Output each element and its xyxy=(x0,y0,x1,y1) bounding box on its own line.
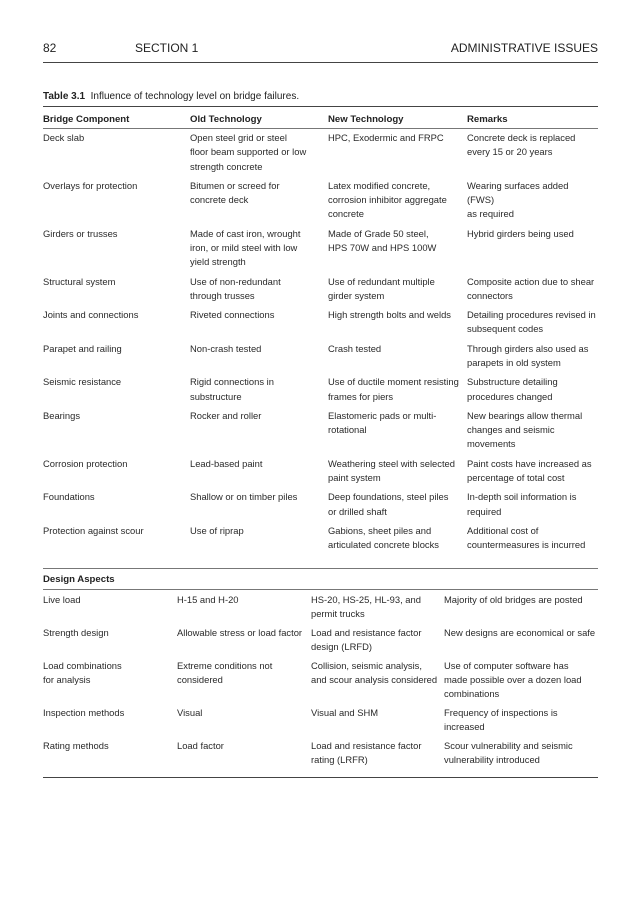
component-component-text: Corrosion protection xyxy=(43,457,128,469)
component-component-text: Bearings xyxy=(43,409,81,421)
design-old-cell xyxy=(177,659,311,706)
design-new-cell xyxy=(311,739,444,772)
component-component-text: Foundations xyxy=(43,491,95,503)
component-new-text: High strength bolts and welds xyxy=(328,309,451,321)
component-remarks-text: Composite action due to shear connectors xyxy=(467,275,595,301)
design-new-cell xyxy=(311,659,444,706)
table-row xyxy=(43,659,598,706)
design-aspect-text: Live load xyxy=(43,594,81,605)
component-new-cell xyxy=(328,409,467,457)
design-aspect-cell xyxy=(43,739,177,772)
component-remarks-text: New bearings allow thermal changes and seismic movements xyxy=(467,409,583,450)
design-remarks-cell xyxy=(444,626,598,659)
table-header xyxy=(43,113,598,127)
table-row xyxy=(43,308,598,342)
component-old-cell xyxy=(190,409,328,457)
component-new-cell xyxy=(328,524,467,558)
component-old-cell xyxy=(190,375,328,409)
component-component-text: Girders or trusses xyxy=(43,227,118,239)
design-aspect-cell xyxy=(43,626,177,659)
component-new-text: Use of ductile moment resisting frames for piers xyxy=(328,376,459,402)
component-old-text: Shallow or on timber piles xyxy=(190,491,298,503)
design-remarks-cell xyxy=(444,659,598,706)
component-old-text: Use of non-redundant through trusses xyxy=(190,275,281,301)
component-old-cell xyxy=(190,227,328,275)
component-remarks-text: Substructure detailing procedures changed xyxy=(467,376,558,402)
component-component-cell xyxy=(43,375,190,409)
header-new-technology: New Technology xyxy=(328,114,404,125)
component-new-cell xyxy=(328,308,467,342)
design-remarks-text: Frequency of inspections is increased xyxy=(444,707,558,733)
component-old-cell xyxy=(190,457,328,491)
table-row xyxy=(43,626,598,659)
component-new-cell xyxy=(328,457,467,491)
design-old-text: Load factor xyxy=(177,740,224,752)
component-remarks-text: Wearing surfaces added (FWS) as required xyxy=(467,180,569,220)
design-old-cell xyxy=(177,626,311,659)
component-old-cell xyxy=(190,308,328,342)
component-new-text: Latex modified concrete, corrosion inhibitor aggregate concrete xyxy=(328,180,447,220)
component-new-text: Elastomeric pads or multi- rotational xyxy=(328,409,437,436)
design-aspects-title: Design Aspects xyxy=(43,574,115,585)
component-remarks-cell xyxy=(467,275,598,309)
component-remarks-text: Hybrid girders being used xyxy=(467,227,574,239)
design-aspect-text: Load combinations for analysis xyxy=(43,660,122,686)
design-old-cell xyxy=(177,593,311,626)
header-old-technology: Old Technology xyxy=(190,114,262,125)
component-remarks-text: Detailing procedures revised in subsequent codes xyxy=(467,309,596,335)
component-remarks-cell xyxy=(467,179,598,227)
design-old-text: H-15 and H-20 xyxy=(177,594,239,605)
component-old-text: Lead-based paint xyxy=(190,457,263,469)
component-remarks-cell xyxy=(467,308,598,342)
component-new-text: Gabions, sheet piles and articulated concrete blocks xyxy=(328,524,439,551)
table-row xyxy=(43,227,598,275)
section-divider-rule xyxy=(43,568,598,569)
design-remarks-cell xyxy=(444,739,598,772)
design-new-text: Load and resistance factor rating (LRFR) xyxy=(311,740,422,766)
component-component-cell xyxy=(43,179,190,227)
design-remarks-text: New designs are economical or safe xyxy=(444,627,596,638)
design-aspect-text: Inspection methods xyxy=(43,707,125,719)
table-caption-text: Influence of technology level on bridge failures. xyxy=(90,91,300,102)
table-caption-label: Table 3.1 xyxy=(43,91,86,102)
component-old-cell xyxy=(190,524,328,558)
component-old-text: Non-crash tested xyxy=(190,342,262,354)
component-component-cell xyxy=(43,227,190,275)
component-old-text: Rocker and roller xyxy=(190,409,262,421)
table-top-rule xyxy=(43,106,598,107)
design-old-cell xyxy=(177,706,311,739)
design-remarks-text: Use of computer software has made possible over a dozen load combinations xyxy=(444,660,582,700)
table-row xyxy=(43,179,598,227)
component-new-text: Crash tested xyxy=(328,342,382,354)
design-new-text: Visual and SHM xyxy=(311,707,379,719)
component-component-cell xyxy=(43,275,190,309)
design-new-text: HS-20, HS-25, HL-93, and permit trucks xyxy=(311,594,421,620)
component-old-cell xyxy=(190,275,328,309)
table-row xyxy=(43,593,598,626)
component-remarks-text: Additional cost of countermeasures is incurred xyxy=(467,524,586,551)
component-component-cell xyxy=(43,409,190,457)
table-row xyxy=(43,457,598,491)
design-old-text: Allowable stress or load factor xyxy=(177,627,303,638)
table-row xyxy=(43,342,598,376)
component-new-cell xyxy=(328,127,467,179)
component-remarks-text: Paint costs have increased as percentage of total cost xyxy=(467,457,592,483)
table-caption xyxy=(43,91,299,102)
component-old-cell xyxy=(190,127,328,179)
component-remarks-cell xyxy=(467,342,598,376)
design-old-text: Extreme conditions not considered xyxy=(177,660,273,686)
component-component-text: Deck slab xyxy=(43,132,85,144)
header-remarks: Remarks xyxy=(467,114,508,125)
component-new-cell xyxy=(328,275,467,309)
header-bridge-component: Bridge Component xyxy=(43,114,130,125)
component-component-text: Structural system xyxy=(43,275,116,287)
design-new-text: Collision, seismic analysis, and scour analysis considered xyxy=(311,660,438,686)
design-rows xyxy=(43,593,598,772)
component-remarks-text: Through girders also used as parapets in old system xyxy=(467,342,589,368)
component-new-cell xyxy=(328,227,467,275)
component-new-text: Deep foundations, steel piles or drilled shaft xyxy=(328,491,449,517)
chapter-label: ADMINISTRATIVE ISSUES xyxy=(450,41,598,55)
header-rule xyxy=(43,62,598,63)
component-remarks-text: In-depth soil information is required xyxy=(467,491,577,517)
component-old-text: Bitumen or screed for concrete deck xyxy=(190,180,280,206)
page-number: 82 xyxy=(43,41,57,55)
running-head xyxy=(43,41,598,57)
component-new-text: Use of redundant multiple girder system xyxy=(328,275,435,301)
table-row xyxy=(43,375,598,409)
component-component-cell xyxy=(43,457,190,491)
component-new-text: HPC, Exodermic and FRPC xyxy=(328,132,444,144)
component-old-text: Riveted connections xyxy=(190,309,275,321)
component-component-cell xyxy=(43,127,190,179)
component-old-cell xyxy=(190,342,328,376)
component-component-cell xyxy=(43,524,190,558)
component-remarks-cell xyxy=(467,375,598,409)
component-old-text: Rigid connections in substructure xyxy=(190,376,274,402)
table-row xyxy=(43,524,598,558)
table-row xyxy=(43,127,598,179)
component-component-text: Parapet and railing xyxy=(43,342,122,354)
component-component-cell xyxy=(43,308,190,342)
component-new-text: Weathering steel with selected paint system xyxy=(328,457,455,483)
design-remarks-cell xyxy=(444,706,598,739)
component-component-text: Joints and connections xyxy=(43,309,139,321)
component-remarks-cell xyxy=(467,127,598,179)
component-remarks-cell xyxy=(467,490,598,524)
technology-table xyxy=(43,113,598,558)
table-row xyxy=(43,490,598,524)
header-row xyxy=(43,113,598,127)
component-old-text: Open steel grid or steel floor beam supported or low strength concrete xyxy=(190,132,307,172)
section-label: SECTION 1 xyxy=(135,41,199,55)
component-component-text: Seismic resistance xyxy=(43,376,122,388)
design-remarks-text: Scour vulnerability and seismic vulnerability introduced xyxy=(444,740,573,766)
component-new-cell xyxy=(328,342,467,376)
component-component-text: Overlays for protection xyxy=(43,180,138,191)
component-remarks-cell xyxy=(467,409,598,457)
design-aspects-table xyxy=(43,593,598,772)
component-component-cell xyxy=(43,342,190,376)
component-new-cell xyxy=(328,490,467,524)
design-aspect-text: Strength design xyxy=(43,627,109,638)
design-new-cell xyxy=(311,706,444,739)
table-row xyxy=(43,739,598,772)
component-new-cell xyxy=(328,375,467,409)
component-rows xyxy=(43,127,598,557)
design-remarks-text: Majority of old bridges are posted xyxy=(444,594,583,605)
component-remarks-cell xyxy=(467,227,598,275)
table-row xyxy=(43,706,598,739)
table-row xyxy=(43,409,598,457)
design-new-text: Load and resistance factor design (LRFD) xyxy=(311,627,422,653)
design-aspect-cell xyxy=(43,659,177,706)
component-old-text: Use of riprap xyxy=(190,524,244,536)
design-old-text: Visual xyxy=(177,707,203,719)
component-component-cell xyxy=(43,490,190,524)
design-aspect-cell xyxy=(43,593,177,626)
table-row xyxy=(43,275,598,309)
design-aspect-cell xyxy=(43,706,177,739)
design-new-cell xyxy=(311,593,444,626)
component-remarks-text: Concrete deck is replaced every 15 or 20 years xyxy=(467,132,576,158)
design-aspect-text: Rating methods xyxy=(43,740,109,752)
component-new-text: Made of Grade 50 steel, HPS 70W and HPS 100W xyxy=(328,227,437,253)
table-bottom-rule xyxy=(43,777,598,778)
component-remarks-cell xyxy=(467,457,598,491)
design-new-cell xyxy=(311,626,444,659)
component-old-cell xyxy=(190,490,328,524)
header-bottom-rule xyxy=(43,128,598,129)
component-old-text: Made of cast iron, wrought iron, or mild steel with low yield strength xyxy=(190,227,301,268)
design-title-rule xyxy=(43,589,598,590)
component-component-text: Protection against scour xyxy=(43,524,144,536)
component-old-cell xyxy=(190,179,328,227)
design-old-cell xyxy=(177,739,311,772)
component-remarks-cell xyxy=(467,524,598,558)
design-remarks-cell xyxy=(444,593,598,626)
component-new-cell xyxy=(328,179,467,227)
